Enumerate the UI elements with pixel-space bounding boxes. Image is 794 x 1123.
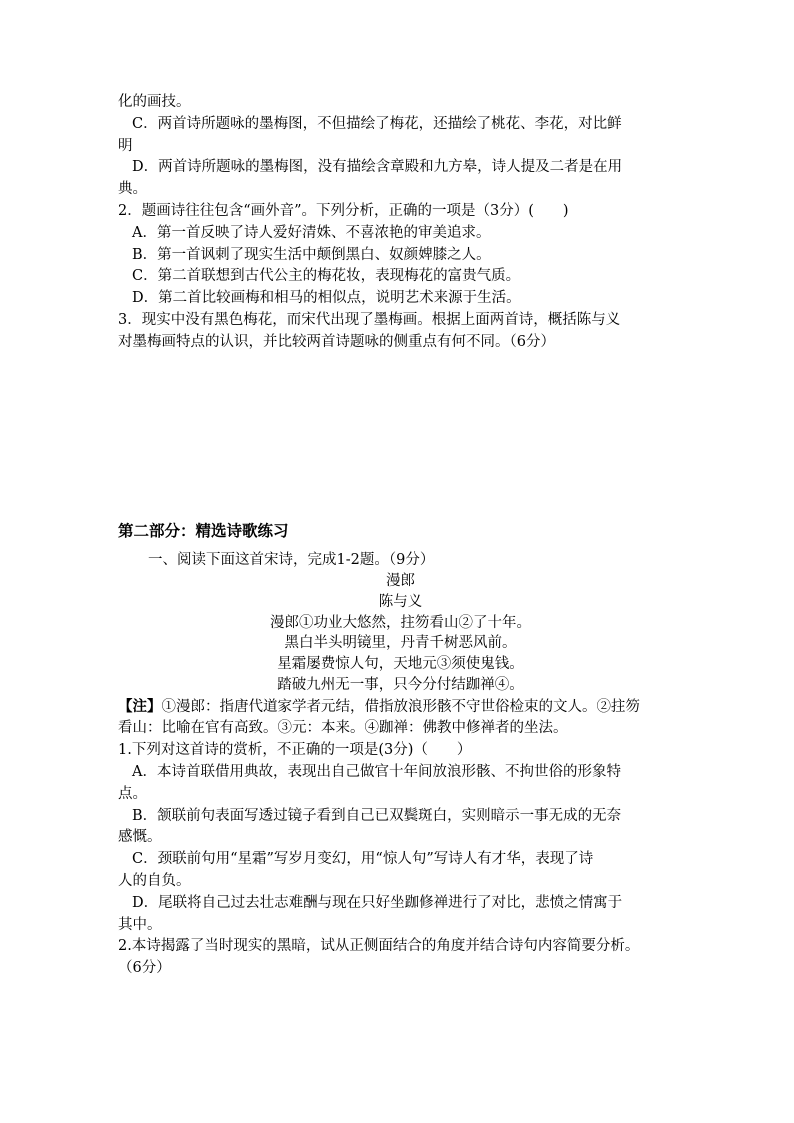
ex-question-1-option-d-line-1: D．尾联将自己过去壮志难酬与现在只好坐跏修禅进行了对比，悲愤之情寓于	[132, 894, 623, 911]
option-c-line-1: C．两首诗所题咏的墨梅图，不但描绘了梅花，还描绘了桃花、李花，对比鲜	[132, 115, 622, 132]
section-title: 第二部分：精选诗歌练习	[118, 520, 289, 540]
ex-question-1-option-a-line-2: 点。	[118, 785, 147, 802]
question-2-option-a: A．第一首反映了诗人爱好清姝、不喜浓艳的审美追求。	[132, 224, 491, 241]
option-b-continuation: 化的画技。	[118, 94, 191, 110]
question-2-option-b: B．第一首讽刺了现实生活中颠倒黑白、奴颜婢膝之人。	[132, 246, 491, 263]
ex-question-1-option-c-line-1: C．颈联前句用“星霜”写岁月变幻，用“惊人句”写诗人有才华，表现了诗	[132, 851, 594, 868]
ex-question-1-option-b-line-1: B．颔联前句表面写透过镜子看到自己已双鬓斑白，实则暗示一事无成的无奈	[132, 807, 622, 824]
option-d-line-2: 典。	[118, 181, 147, 198]
option-d-line-1: D．两首诗所题咏的墨梅图，没有描绘含章殿和九方皋，诗人提及二者是在用	[132, 159, 623, 176]
poem-title: 漫郎	[386, 573, 415, 590]
ex-question-1-option-c-line-2: 人的自负。	[118, 872, 191, 889]
answer-space	[118, 354, 683, 520]
poem-line-3: 星霜屡费惊人句，天地元③须使鬼钱。	[277, 656, 524, 673]
poem-author: 陈与义	[378, 594, 423, 611]
ex-question-2-line-1: 2.本诗揭露了当时现实的黑暗，试从正侧面结合的角度并结合诗句内容简要分析。	[118, 938, 640, 955]
question-2-stem: 2．题画诗往往包含“画外音”。下列分析，正确的一项是（3分）( )	[118, 202, 569, 219]
poem-line-2: 黑白半头明镜里，丹青千树恶风前。	[284, 635, 517, 652]
poem	[118, 571, 683, 695]
ex-question-1-stem: 1.下列对这首诗的赏析，不正确的一项是(3分)（ ）	[118, 742, 472, 759]
question-3-line-1: 3．现实中没有黑色梅花，而宋代出现了墨梅画。根据上面两首诗，概括陈与义	[118, 311, 621, 328]
ex-question-1-option-a-line-1: A．本诗首联借用典故，表现出自己做官十年间放浪形骸、不拘世俗的形象特	[132, 763, 621, 780]
question-2-option-c: C．第二首联想到古代公主的梅花妆，表现梅花的富贵气质。	[132, 268, 521, 285]
note-line-2: 看山：比喻在官有高致。③元：本来。④跏禅：佛教中修禅者的坐法。	[118, 720, 568, 737]
option-c-line-2: 明	[118, 137, 133, 154]
note-label: 【注】	[118, 697, 162, 715]
section-instruction: 一、阅读下面这首宋诗，完成1-2题。（9分）	[148, 551, 435, 568]
poem-line-1: 漫郎①功业大悠然，拄笏看山②了十年。	[270, 614, 531, 631]
ex-question-1-option-b-line-2: 感慨。	[118, 829, 162, 846]
ex-question-1-option-d-line-2: 其中。	[118, 916, 162, 933]
ex-question-2-line-2: （6分）	[118, 960, 171, 977]
poem-line-4: 踏破九州无一事，只今分付结跏禅④。	[277, 676, 524, 693]
document-page	[118, 92, 683, 980]
note-line-1	[118, 696, 683, 719]
question-2-option-d: D．第二首比较画梅和相马的相似点，说明艺术来源于生活。	[132, 290, 521, 307]
note-text-1: ①漫郎：指唐代道家学者元结，借指放浪形骸不守世俗检束的文人。②拄笏	[161, 698, 640, 715]
question-3-line-2: 对墨梅画特点的认识，并比较两首诗题咏的侧重点有何不同。（6分）	[118, 333, 555, 350]
